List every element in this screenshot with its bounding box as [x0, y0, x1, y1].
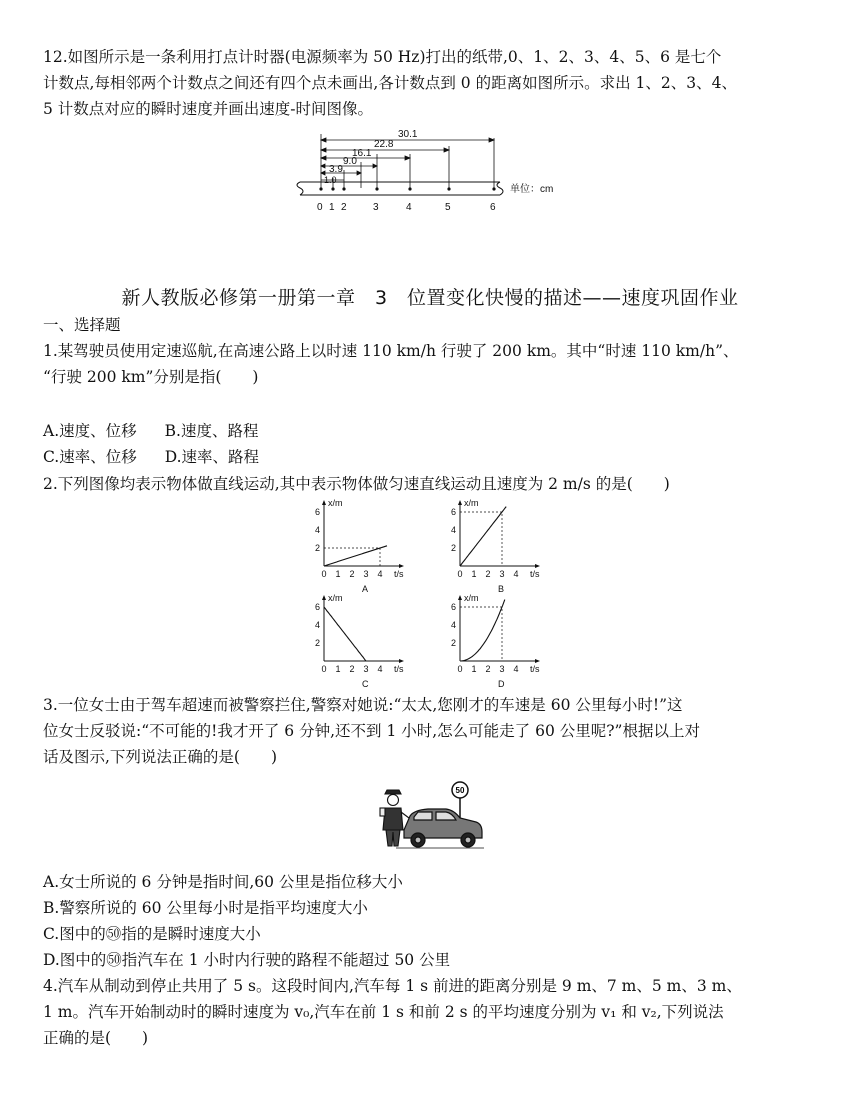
ticker-tape-diagram	[286, 126, 576, 218]
y-tick-label: 2	[315, 638, 321, 648]
count-points	[319, 187, 495, 190]
y-tick-label: 6	[315, 507, 321, 517]
option-1b[interactable]: B.速度、路程	[164, 422, 259, 440]
x-tick-label: 2	[485, 569, 491, 579]
question-2-line: 2.下列图像均表示物体做直线运动,其中表示物体做匀速直线运动且速度为 2 m/s 的是( )	[43, 475, 670, 493]
distance-label-3: 9.0	[343, 156, 357, 167]
y-tick-label: 4	[315, 620, 321, 630]
graph-line	[460, 600, 505, 661]
graph-caption: D	[498, 679, 505, 689]
y-tick-label: 6	[451, 602, 457, 612]
question-3-options	[43, 869, 833, 973]
graph-caption: C	[362, 679, 369, 689]
y-axis-label: x/m	[328, 498, 343, 508]
y-tick-label: 6	[451, 507, 457, 517]
option-1a[interactable]: A.速度、位移	[43, 422, 137, 440]
speed-sign-text: 50	[455, 786, 465, 795]
question-1-line-2: “行驶 200 km”分别是指( )	[43, 368, 259, 386]
x-axis-label: t/s	[530, 569, 540, 579]
x-tick-label: 2	[349, 569, 355, 579]
graph-caption: A	[362, 584, 369, 594]
section-heading: 一、选择题	[43, 316, 121, 334]
question-4-line-1: 4.汽车从制动到停止共用了 5 s。这段时间内,汽车每 1 s 前进的距离分别是 9 m、7 m、5 m、3 m、	[43, 977, 742, 995]
x-tick-label: 2	[349, 664, 355, 674]
graph-line	[324, 607, 366, 661]
x-tick-label: 4	[513, 664, 519, 674]
x-tick-label: 0	[321, 664, 327, 674]
y-tick-label: 2	[451, 543, 457, 553]
police-car-illustration	[376, 780, 486, 856]
question-2	[43, 471, 833, 497]
q2-graphs	[300, 496, 590, 689]
x-tick-label: 1	[471, 664, 477, 674]
question-12	[43, 44, 833, 122]
question-1-options	[43, 418, 833, 470]
question-3-line-3: 话及图示,下列说法正确的是( )	[43, 748, 278, 766]
y-tick-label: 2	[451, 638, 457, 648]
x-tick-label: 3	[363, 569, 369, 579]
point-label-5: 5	[445, 202, 451, 213]
graph-line	[324, 546, 387, 566]
option-3a[interactable]: A.女士所说的 6 分钟是指时间,60 公里是指位移大小	[43, 873, 403, 891]
x-tick-label: 3	[499, 664, 505, 674]
option-1d[interactable]: D.速率、路程	[164, 448, 260, 466]
question-4	[43, 973, 833, 1051]
option-3b[interactable]: B.警察所说的 60 公里每小时是指平均速度大小	[43, 899, 368, 917]
option-3c[interactable]: C.图中的㊿指的是瞬时速度大小	[43, 925, 261, 943]
point-label-6: 6	[490, 202, 496, 213]
distance-label-4: 16.1	[352, 148, 372, 159]
question-3-line-2: 位女士反驳说:“不可能的!我才开了 6 分钟,还不到 1 小时,怎么可能走了 60 公里呢?”根据以上对	[43, 722, 700, 740]
option-1c[interactable]: C.速率、位移	[43, 448, 137, 466]
x-tick-label: 0	[457, 569, 463, 579]
question-12-line-2: 计数点,每相邻两个计数点之间还有四个点未画出,各计数点到 0 的距离如图所示。求出 1、2、3、4、	[43, 74, 737, 92]
x-tick-label: 0	[321, 569, 327, 579]
graph-line	[460, 507, 506, 566]
y-tick-label: 4	[451, 620, 457, 630]
point-label-3: 3	[373, 202, 379, 213]
question-1	[43, 312, 833, 390]
question-3-line-1: 3.一位女士由于驾车超速而被警察拦住,警察对她说:“太太,您刚才的车速是 60 公里每小时!”这	[43, 696, 683, 714]
car	[396, 809, 484, 848]
y-axis-label: x/m	[328, 593, 343, 603]
graph-caption: B	[498, 584, 505, 594]
distance-label-2: 3.9	[329, 164, 343, 175]
question-12-line-1: 12.如图所示是一条利用打点计时器(电源频率为 50 Hz)打出的纸带,0、1、2、3、4、5、6 是七个	[43, 48, 722, 66]
x-axis-label: t/s	[394, 569, 404, 579]
x-tick-label: 3	[499, 569, 505, 579]
y-tick-label: 2	[315, 543, 321, 553]
graph-d	[451, 593, 540, 689]
y-tick-label: 6	[315, 602, 321, 612]
x-tick-label: 1	[335, 664, 341, 674]
question-12-line-3: 5 计数点对应的瞬时速度并画出速度-时间图像。	[43, 100, 374, 118]
graph-c	[315, 593, 404, 689]
option-3d[interactable]: D.图中的㊿指汽车在 1 小时内行驶的路程不能超过 50 公里	[43, 951, 451, 969]
y-tick-label: 4	[451, 525, 457, 535]
x-tick-label: 0	[457, 664, 463, 674]
distance-label-6: 30.1	[398, 129, 418, 140]
graph-b	[451, 498, 540, 594]
x-tick-label: 1	[471, 569, 477, 579]
unit-label: 单位：cm	[510, 184, 554, 195]
question-4-line-2: 1 m。汽车开始制动时的瞬时速度为 v₀,汽车在前 1 s 和前 2 s 的平均速度分别为 v₁ 和 v₂,下列说法	[43, 1003, 724, 1021]
point-label-0: 0	[317, 202, 323, 213]
point-label-2: 2	[341, 202, 347, 213]
y-tick-label: 4	[315, 525, 321, 535]
x-tick-label: 2	[485, 664, 491, 674]
x-tick-label: 4	[377, 569, 383, 579]
graph-a	[315, 498, 404, 594]
question-4-line-3: 正确的是( )	[43, 1029, 149, 1047]
x-tick-label: 3	[363, 664, 369, 674]
x-tick-label: 1	[335, 569, 341, 579]
y-axis-label: x/m	[464, 593, 479, 603]
distance-label-5: 22.8	[374, 139, 394, 150]
x-axis-label: t/s	[530, 664, 540, 674]
question-1-line-1: 1.某驾驶员使用定速巡航,在高速公路上以时速 110 km/h 行驶了 200 km。其中“时速 110 km/h”、	[43, 342, 739, 360]
point-label-4: 4	[406, 202, 412, 213]
x-axis-label: t/s	[394, 664, 404, 674]
question-3	[43, 692, 833, 770]
y-axis-label: x/m	[464, 498, 479, 508]
distance-label-1: 1.0	[324, 175, 337, 185]
point-label-1: 1	[329, 202, 335, 213]
x-tick-label: 4	[377, 664, 383, 674]
x-tick-label: 4	[513, 569, 519, 579]
section-title: 新人教版必修第一册第一章 3 位置变化快慢的描述——速度巩固作业	[121, 287, 739, 309]
